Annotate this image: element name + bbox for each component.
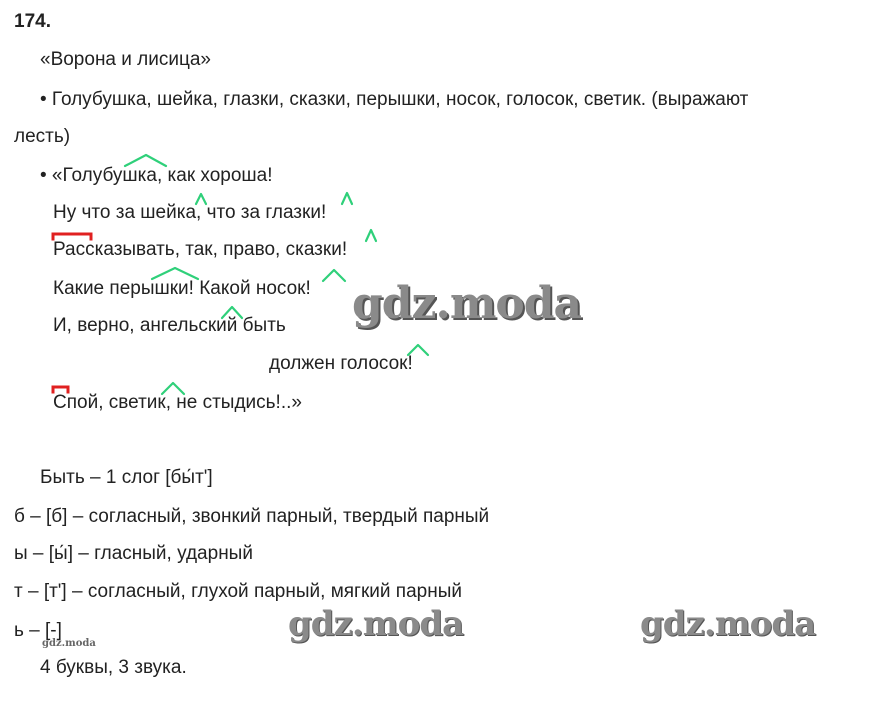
poem-line: должен голосок! [269,353,413,374]
suffix-mark [342,193,352,204]
watermark-small: gdz.moda [42,638,96,649]
analysis-line: 4 буквы, 3 звука. [40,657,187,678]
poem-line: Ну что за шейка, что за глазки! [53,202,327,223]
poem-line: Какие перышки! Какой носок! [53,278,311,299]
word-list-line: • Голубушка, шейка, глазки, сказки, перышки, носок, голосок, светик. (выражают [40,89,749,110]
suffix-mark [323,270,345,281]
poem-line: И, верно, ангельский быть [53,315,286,336]
poem-line: • «Голубушка, как хороша! [40,165,273,186]
analysis-line: т – [т'] – согласный, глухой парный, мягкий парный [14,581,462,602]
exercise-number: 174. [14,11,51,32]
watermark: gdz.moda [640,604,816,644]
word-list-continuation: лесть) [14,126,71,147]
analysis-line: б – [б] – согласный, звонкий парный, твердый парный [14,506,490,527]
poem-line: Рассказывать, так, право, сказки! [53,239,348,260]
analysis-line: Быть – 1 слог [бы́т'] [40,467,213,488]
analysis-line: ь – [-] [14,620,62,641]
suffix-mark [366,230,376,241]
text-title: «Ворона и лисица» [40,49,211,70]
analysis-line: ы – [ы́] – гласный, ударный [14,543,253,564]
poem-line: Спой, светик, не стыдись!..» [53,392,302,413]
watermark: gdz.moda [352,278,582,329]
watermark: gdz.moda [288,604,464,644]
